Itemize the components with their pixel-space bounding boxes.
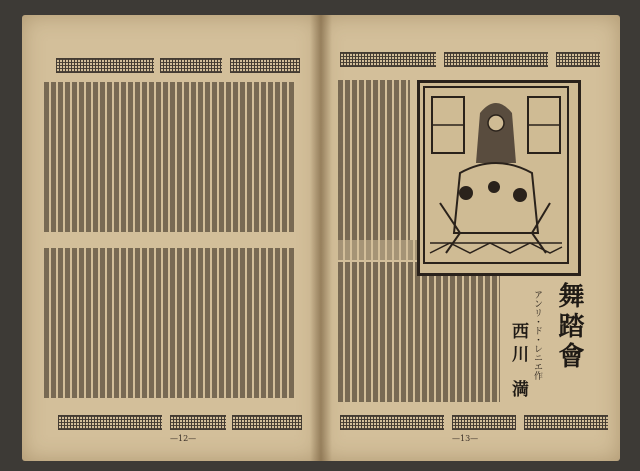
author-credit: アンリ・ド・レニエ作 — [532, 290, 542, 380]
bottom-band-right-2 — [452, 415, 516, 430]
bottom-band-right-3 — [524, 415, 608, 430]
article-title: 舞踏會 — [554, 282, 584, 372]
gutter — [310, 15, 332, 461]
woodcut-illustration-icon — [417, 80, 581, 276]
bottom-band-left-3 — [232, 415, 302, 430]
left-page-lower-text — [44, 248, 294, 398]
top-band-left-3 — [230, 58, 300, 73]
left-page-upper-text — [44, 82, 294, 232]
top-band-left-1 — [56, 58, 154, 73]
right-page-upper-text — [338, 80, 410, 240]
top-band-right-3 — [556, 52, 600, 67]
right-page-lower-text — [338, 262, 500, 402]
bottom-band-left-1 — [58, 415, 162, 430]
bottom-band-right-1 — [340, 415, 444, 430]
top-band-right-1 — [340, 52, 436, 67]
translator-name: 西川 満 — [508, 322, 528, 403]
bottom-band-left-2 — [170, 415, 226, 430]
left-page-number: —12— — [170, 434, 197, 443]
right-page-number: —13— — [452, 434, 479, 443]
woodcut-drawing — [420, 83, 572, 267]
top-band-left-2 — [160, 58, 222, 73]
top-band-right-2 — [444, 52, 548, 67]
